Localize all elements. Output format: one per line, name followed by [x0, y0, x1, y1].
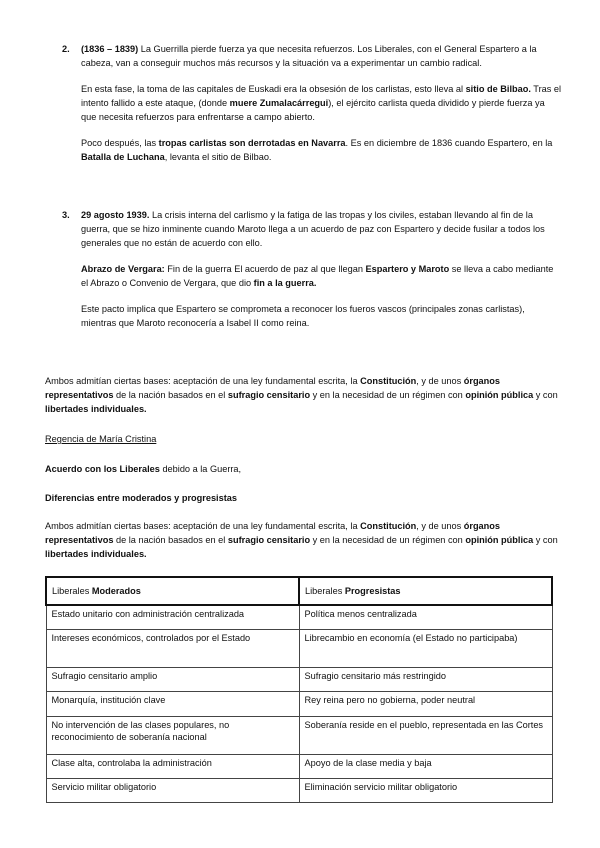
bases-paragraph-2: Ambos admitían ciertas bases: aceptación de una ley fundamental escrita, la Constitución, y de unos órganos representativos de la nación basados en el sufragio censitario y en la necesidad de un régimen con opinión pública y con libertades individuales.	[45, 521, 558, 559]
list-number: 2.	[62, 44, 70, 54]
paragraph: Este pacto implica que Espartero se comprometa a reconocer los fueros vascos (principales zonas carlistas), mientras que Maroto reconocería a Isabel II como reina.	[81, 304, 525, 328]
cell-progresistas: Soberanía reside en el pueblo, representada en las Cortes	[299, 716, 552, 754]
cell-progresistas: Librecambio en economía (el Estado no participaba)	[299, 629, 552, 667]
paragraph: Poco después, las tropas carlistas son derrotadas en Navarra. Es en diciembre de 1836 cuando Espartero, en la Batalla de Luchana, levanta el sitio de Bilbao.	[81, 138, 553, 162]
list-item-3	[62, 208, 562, 330]
bases-paragraph: Ambos admitían ciertas bases: aceptación de una ley fundamental escrita, la Constitución, y de unos órganos representativos de la nación basados en el sufragio censitario y en la necesidad de un régimen con opinión pública y con libertades individuales.	[45, 376, 558, 414]
paragraph: (1836 – 1839) La Guerrilla pierde fuerza ya que necesita refuerzos. Los Liberales, con el General Espartero a la cabeza, van a conseguir muchos más recursos y la situación va a experimentar un cambio radical.	[81, 44, 537, 68]
list-item-2	[62, 42, 562, 164]
acuerdo-line: Acuerdo con los Liberales debido a la Guerra,	[45, 464, 242, 474]
header-progresistas: Liberales Progresistas	[299, 577, 552, 605]
table-row	[46, 754, 552, 778]
cell-progresistas: Eliminación servicio militar obligatorio	[299, 778, 552, 802]
cell-moderados: Monarquía, institución clave	[46, 691, 299, 716]
cell-moderados: Servicio militar obligatorio	[46, 778, 299, 802]
table-row	[46, 667, 552, 691]
cell-progresistas: Política menos centralizada	[299, 605, 552, 629]
comparison-table	[45, 576, 553, 803]
table-row	[46, 691, 552, 716]
paragraph: 29 agosto 1939. La crisis interna del carlismo y la fatiga de las tropas y los civiles, estaban llevando al fin de la guerra, que se hizo inminente cuando Maroto llega a un acuerdo de paz con Espartero y decide fusilar a todos los generales que no están de acuerdo con ello.	[81, 210, 545, 248]
cell-progresistas: Sufragio censitario más restringido	[299, 667, 552, 691]
cell-moderados: Estado unitario con administración centralizada	[46, 605, 299, 629]
cell-moderados: Sufragio censitario amplio	[46, 667, 299, 691]
cell-progresistas: Apoyo de la clase media y baja	[299, 754, 552, 778]
table-row	[46, 778, 552, 802]
table-row	[46, 629, 552, 667]
paragraph: En esta fase, la toma de las capitales de Euskadi era la obsesión de los carlistas, esto lleva al sitio de Bilbao. Tras el intento fallido a este ataque, (donde muere Zumalacárregui), el ejército carlista queda dividido y pierde fuerza ya que necesita refuerzos para enfrentarse a campo abierto.	[81, 84, 562, 122]
cell-progresistas: Rey reina pero no gobierna, poder neutral	[299, 691, 552, 716]
cell-moderados: Intereses económicos, controlados por el Estado	[46, 629, 299, 667]
cell-moderados: Clase alta, controlaba la administración	[46, 754, 299, 778]
list-number: 3.	[62, 210, 70, 220]
section-title-regencia: Regencia de María Cristina	[45, 434, 157, 444]
cell-moderados: No intervención de las clases populares, no reconocimiento de soberanía nacional	[46, 716, 299, 754]
header-moderados: Liberales Moderados	[46, 577, 299, 605]
section-title-diferencias: Diferencias entre moderados y progresistas	[45, 493, 237, 503]
table-row	[46, 716, 552, 754]
paragraph: Abrazo de Vergara: Fin de la guerra El acuerdo de paz al que llegan Espartero y Maroto se lleva a cabo mediante el Abrazo o Convenio de Vergara, que dio fin a la guerra.	[81, 264, 554, 288]
table-row	[46, 605, 552, 629]
table-header-row	[46, 577, 552, 605]
